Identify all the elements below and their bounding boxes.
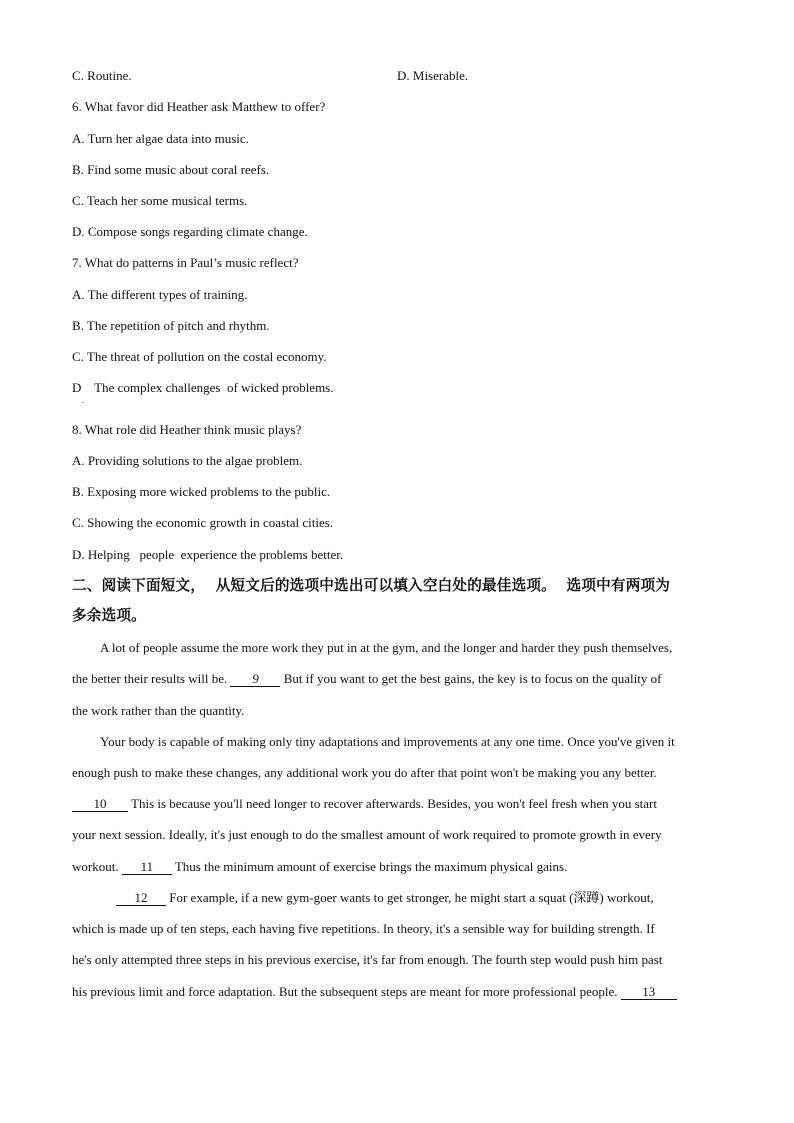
q7-option-a: A. The different types of training. (72, 287, 248, 302)
p3-line2: which is made up of ten steps, each having five repetitions. In theory, it's a sensible way for building strength. If (72, 921, 655, 936)
blank-11: 11 (122, 860, 172, 875)
p3-line1 (72, 890, 766, 906)
q5-option-c: C. Routine. (72, 68, 132, 83)
blank-9: 9 (230, 672, 280, 687)
p3-line1-text: For example, if a new gym-goer wants to get stronger, he might start a squat (深蹲) workout, (166, 890, 654, 905)
q6-option-b: B. Find some music about coral reefs. (72, 162, 270, 177)
p2-line4: your next session. Ideally, it's just enough to do the smallest amount of work required to promote growth in every (72, 827, 662, 842)
section-heading-line2: 多余选项。 (72, 607, 146, 624)
p2-line5-text-a: workout. (72, 859, 122, 874)
q8-option-c: C. Showing the economic growth in coastal cities. (72, 515, 334, 530)
q7-option-c: C. The threat of pollution on the costal economy. (72, 349, 327, 364)
p3-line4-text: his previous limit and force adaptation. But the subsequent steps are meant for more professional people. (72, 984, 621, 999)
q7-stem: 7. What do patterns in Paul’s music reflect? (72, 255, 299, 270)
blank-12: 12 (116, 891, 166, 906)
p2-line5-text-b: Thus the minimum amount of exercise brings the maximum physical gains. (171, 859, 568, 874)
q6-option-a: A. Turn her algae data into music. (72, 131, 249, 146)
p1-line2-text-b: But if you want to get the best gains, the key is to focus on the quality of (280, 671, 662, 686)
p2-line1: Your body is capable of making only tiny adaptations and improvements at any one time. Once you've given it (100, 734, 675, 749)
q6-option-d: D. Compose songs regarding climate change. (72, 224, 308, 239)
p1-line1: A lot of people assume the more work they put in at the gym, and the longer and harder they push themselves, (100, 640, 673, 655)
q7-option-b: B. The repetition of pitch and rhythm. (72, 318, 270, 333)
p1-line2 (72, 671, 722, 687)
p2-line2: enough push to make these changes, any additional work you do after that point won't be making you any better. (72, 765, 657, 780)
q5-option-d: D. Miserable. (397, 68, 469, 83)
p2-line3-text: This is because you'll need longer to recover afterwards. Besides, you won't feel fresh when you start (128, 796, 657, 811)
stray-dot: . (82, 396, 84, 405)
q8-option-d: D. Helping people experience the problems better. (72, 547, 344, 562)
blank-10: 10 (72, 797, 128, 812)
section-heading-line1: 二、阅读下面短文， 从短文后的选项中选出可以填入空白处的最佳选项。 选项中有两项为 (72, 577, 671, 594)
p1-line2-text-a: the better their results will be. (72, 671, 231, 686)
p2-line3 (72, 796, 722, 812)
q8-option-b: B. Exposing more wicked problems to the public. (72, 484, 331, 499)
blank-13: 13 (621, 985, 677, 1000)
p3-line4 (72, 984, 722, 1000)
q8-option-a: A. Providing solutions to the algae problem. (72, 453, 303, 468)
q6-option-c: C. Teach her some musical terms. (72, 193, 248, 208)
q7-option-d: D The complex challenges of wicked problems. (72, 380, 334, 395)
p2-line5 (72, 859, 722, 875)
p3-line3: he's only attempted three steps in his previous exercise, it's far from enough. The fourth step would push him past (72, 952, 663, 967)
q6-stem: 6. What favor did Heather ask Matthew to offer? (72, 99, 326, 114)
q8-stem: 8. What role did Heather think music plays? (72, 422, 302, 437)
p1-line3: the work rather than the quantity. (72, 703, 245, 718)
